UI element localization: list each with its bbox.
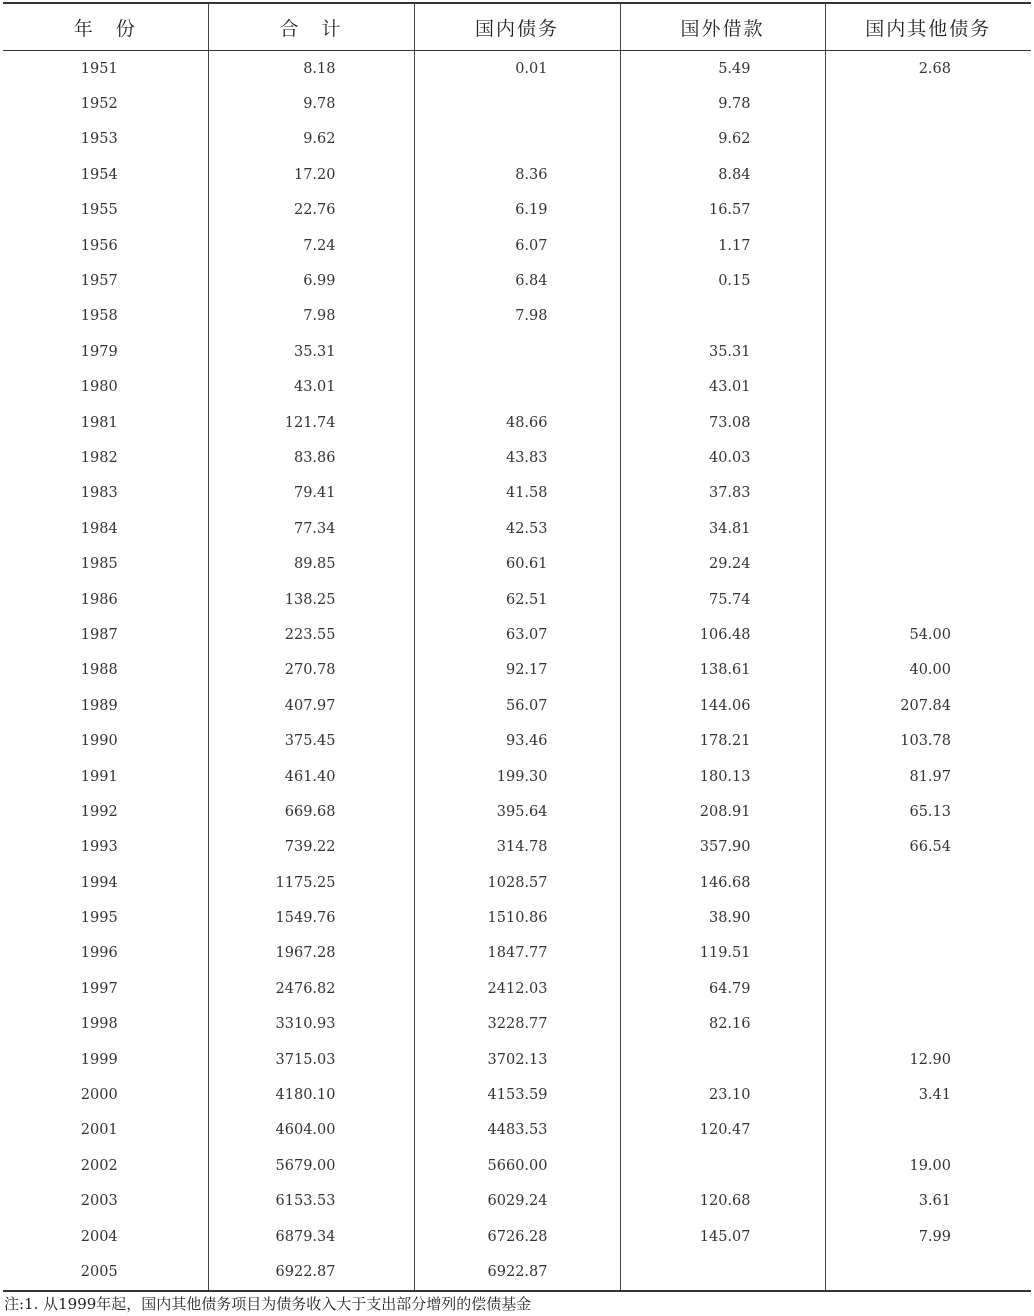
domestic-debt-cell: 314.78 [414, 830, 620, 865]
other-domestic-debt-cell: 2.68 [825, 51, 1031, 87]
total-cell: 2476.82 [208, 971, 414, 1006]
foreign-loans-cell: 208.91 [620, 794, 825, 829]
foreign-loans-cell: 119.51 [620, 936, 825, 971]
domestic-debt-cell: 4153.59 [414, 1077, 620, 1112]
foreign-loans-cell: 180.13 [620, 759, 825, 794]
year-cell: 1958 [80, 308, 118, 325]
table-row [3, 723, 1031, 758]
table-row [3, 299, 1031, 334]
year-cell: 1951 [80, 60, 118, 77]
total-cell: 669.68 [208, 794, 414, 829]
total-cell: 6.99 [208, 263, 414, 298]
other-domestic-debt-cell: 3.61 [825, 1184, 1031, 1219]
table-row [3, 1219, 1031, 1254]
foreign-loans-cell: 37.83 [620, 476, 825, 511]
table-row [3, 511, 1031, 546]
other-domestic-debt-cell [825, 299, 1031, 334]
foreign-loans-cell: 64.79 [620, 971, 825, 1006]
header-domestic-debt: 国内债务 [414, 3, 620, 51]
other-domestic-debt-cell [825, 1254, 1031, 1290]
header-year: 年 份 [3, 3, 208, 51]
table-row [3, 900, 1031, 935]
domestic-debt-cell: 62.51 [414, 582, 620, 617]
foreign-loans-cell: 0.15 [620, 263, 825, 298]
domestic-debt-cell: 2412.03 [414, 971, 620, 1006]
table-row [3, 1007, 1031, 1042]
other-domestic-debt-cell: 12.90 [825, 1042, 1031, 1077]
year-cell: 1988 [80, 662, 118, 679]
year-cell: 2004 [80, 1228, 118, 1245]
total-cell: 9.62 [208, 122, 414, 157]
table-row [3, 263, 1031, 298]
table-row [3, 759, 1031, 794]
total-cell: 4604.00 [208, 1113, 414, 1148]
other-domestic-debt-cell: 3.41 [825, 1077, 1031, 1112]
other-domestic-debt-cell [825, 865, 1031, 900]
foreign-loans-cell: 73.08 [620, 405, 825, 440]
foreign-loans-cell: 1.17 [620, 228, 825, 263]
table-row [3, 617, 1031, 652]
other-domestic-debt-cell: 65.13 [825, 794, 1031, 829]
other-domestic-debt-cell [825, 546, 1031, 581]
table-row [3, 193, 1031, 228]
foreign-loans-cell: 75.74 [620, 582, 825, 617]
year-cell: 1982 [80, 449, 118, 466]
year-cell: 2003 [80, 1193, 118, 1210]
table-row [3, 653, 1031, 688]
table-row [3, 1254, 1031, 1290]
domestic-debt-cell: 60.61 [414, 546, 620, 581]
table-row [3, 688, 1031, 723]
year-cell: 1994 [80, 874, 118, 891]
other-domestic-debt-cell [825, 476, 1031, 511]
year-cell: 1992 [80, 803, 118, 820]
other-domestic-debt-cell [825, 334, 1031, 369]
footnote: 注:1. 从1999年起，国内其他债务项目为债务收入大于支出部分增列的偿债基金 [4, 1295, 532, 1313]
foreign-loans-cell: 9.78 [620, 86, 825, 121]
header-other-domestic-debt: 国内其他债务 [825, 3, 1031, 51]
table-row [3, 51, 1031, 87]
other-domestic-debt-cell [825, 511, 1031, 546]
table-row [3, 1148, 1031, 1183]
other-domestic-debt-cell: 81.97 [825, 759, 1031, 794]
year-cell: 1952 [80, 96, 118, 113]
year-cell: 1997 [80, 980, 118, 997]
table-row [3, 405, 1031, 440]
table-row [3, 830, 1031, 865]
foreign-loans-cell: 16.57 [620, 193, 825, 228]
year-cell: 1995 [80, 910, 118, 927]
domestic-debt-cell: 199.30 [414, 759, 620, 794]
total-cell: 83.86 [208, 440, 414, 475]
foreign-loans-cell [620, 1254, 825, 1290]
year-cell: 2001 [80, 1122, 118, 1139]
year-cell: 1957 [80, 273, 118, 290]
table-row [3, 1042, 1031, 1077]
domestic-debt-cell: 6029.24 [414, 1184, 620, 1219]
domestic-debt-cell: 42.53 [414, 511, 620, 546]
foreign-loans-cell: 43.01 [620, 370, 825, 405]
total-cell: 89.85 [208, 546, 414, 581]
total-cell: 270.78 [208, 653, 414, 688]
foreign-loans-cell: 38.90 [620, 900, 825, 935]
domestic-debt-cell: 6922.87 [414, 1254, 620, 1290]
domestic-debt-cell: 3702.13 [414, 1042, 620, 1077]
foreign-loans-cell: 138.61 [620, 653, 825, 688]
other-domestic-debt-cell [825, 1007, 1031, 1042]
domestic-debt-cell: 1028.57 [414, 865, 620, 900]
table-row [3, 936, 1031, 971]
other-domestic-debt-cell: 103.78 [825, 723, 1031, 758]
total-cell: 77.34 [208, 511, 414, 546]
other-domestic-debt-cell [825, 193, 1031, 228]
table-row [3, 794, 1031, 829]
header-total: 合 计 [208, 3, 414, 51]
foreign-loans-cell: 5.49 [620, 51, 825, 87]
table-row [3, 334, 1031, 369]
domestic-debt-cell [414, 370, 620, 405]
domestic-debt-cell [414, 86, 620, 121]
foreign-loans-cell: 34.81 [620, 511, 825, 546]
other-domestic-debt-cell [825, 370, 1031, 405]
foreign-loans-cell: 82.16 [620, 1007, 825, 1042]
domestic-debt-cell [414, 334, 620, 369]
other-domestic-debt-cell [825, 971, 1031, 1006]
table-row [3, 582, 1031, 617]
total-cell: 1175.25 [208, 865, 414, 900]
domestic-debt-cell: 41.58 [414, 476, 620, 511]
other-domestic-debt-cell [825, 263, 1031, 298]
header-foreign-loans: 国外借款 [620, 3, 825, 51]
year-cell: 1989 [80, 697, 118, 714]
other-domestic-debt-cell [825, 228, 1031, 263]
year-cell: 1953 [80, 131, 118, 148]
total-cell: 4180.10 [208, 1077, 414, 1112]
year-cell: 1956 [80, 237, 118, 254]
domestic-debt-cell: 48.66 [414, 405, 620, 440]
foreign-loans-cell: 40.03 [620, 440, 825, 475]
foreign-loans-cell: 178.21 [620, 723, 825, 758]
domestic-debt-cell: 0.01 [414, 51, 620, 87]
foreign-loans-cell [620, 1148, 825, 1183]
other-domestic-debt-cell [825, 1113, 1031, 1148]
domestic-debt-cell: 4483.53 [414, 1113, 620, 1148]
other-domestic-debt-cell [825, 405, 1031, 440]
domestic-debt-cell [414, 122, 620, 157]
other-domestic-debt-cell: 7.99 [825, 1219, 1031, 1254]
table-row [3, 122, 1031, 157]
year-cell: 1993 [80, 839, 118, 856]
total-cell: 3715.03 [208, 1042, 414, 1077]
other-domestic-debt-cell: 207.84 [825, 688, 1031, 723]
domestic-debt-cell: 5660.00 [414, 1148, 620, 1183]
other-domestic-debt-cell [825, 122, 1031, 157]
table-row [3, 1184, 1031, 1219]
table-row [3, 370, 1031, 405]
foreign-loans-cell [620, 299, 825, 334]
year-cell: 1999 [80, 1051, 118, 1068]
total-cell: 7.24 [208, 228, 414, 263]
total-cell: 9.78 [208, 86, 414, 121]
foreign-loans-cell: 8.84 [620, 157, 825, 192]
other-domestic-debt-cell [825, 157, 1031, 192]
year-cell: 1996 [80, 945, 118, 962]
table-row [3, 228, 1031, 263]
year-cell: 1998 [80, 1016, 118, 1033]
total-cell: 7.98 [208, 299, 414, 334]
year-cell: 2005 [3, 1254, 208, 1290]
table-row [3, 86, 1031, 121]
table-row [3, 546, 1031, 581]
domestic-debt-cell: 6.19 [414, 193, 620, 228]
domestic-debt-cell: 395.64 [414, 794, 620, 829]
total-cell: 1549.76 [208, 900, 414, 935]
foreign-loans-cell: 357.90 [620, 830, 825, 865]
other-domestic-debt-cell [825, 900, 1031, 935]
total-cell: 6922.87 [208, 1254, 414, 1290]
total-cell: 739.22 [208, 830, 414, 865]
domestic-debt-cell: 6.84 [414, 263, 620, 298]
other-domestic-debt-cell [825, 440, 1031, 475]
table-row [3, 476, 1031, 511]
total-cell: 3310.93 [208, 1007, 414, 1042]
domestic-debt-cell: 6726.28 [414, 1219, 620, 1254]
table-row [3, 1077, 1031, 1112]
foreign-loans-cell: 23.10 [620, 1077, 825, 1112]
year-cell: 1954 [80, 166, 118, 183]
total-cell: 461.40 [208, 759, 414, 794]
foreign-loans-cell: 9.62 [620, 122, 825, 157]
header-row [3, 3, 1031, 51]
domestic-debt-cell: 6.07 [414, 228, 620, 263]
foreign-loans-cell [620, 1042, 825, 1077]
foreign-loans-cell: 145.07 [620, 1219, 825, 1254]
total-cell: 223.55 [208, 617, 414, 652]
total-cell: 22.76 [208, 193, 414, 228]
domestic-debt-cell: 93.46 [414, 723, 620, 758]
debt-table [3, 2, 1031, 1292]
year-cell: 1987 [80, 626, 118, 643]
domestic-debt-cell: 3228.77 [414, 1007, 620, 1042]
year-cell: 1984 [80, 520, 118, 537]
year-cell: 1981 [80, 414, 118, 431]
table-row [3, 440, 1031, 475]
domestic-debt-cell: 43.83 [414, 440, 620, 475]
total-cell: 375.45 [208, 723, 414, 758]
year-cell: 2002 [80, 1157, 118, 1174]
foreign-loans-cell: 120.68 [620, 1184, 825, 1219]
total-cell: 121.74 [208, 405, 414, 440]
year-cell: 1991 [80, 768, 118, 785]
total-cell: 8.18 [208, 51, 414, 87]
foreign-loans-cell: 29.24 [620, 546, 825, 581]
domestic-debt-cell: 1847.77 [414, 936, 620, 971]
year-cell: 1985 [80, 556, 118, 573]
domestic-debt-cell: 8.36 [414, 157, 620, 192]
domestic-debt-cell: 63.07 [414, 617, 620, 652]
domestic-debt-cell: 7.98 [414, 299, 620, 334]
total-cell: 6153.53 [208, 1184, 414, 1219]
total-cell: 5679.00 [208, 1148, 414, 1183]
foreign-loans-cell: 35.31 [620, 334, 825, 369]
year-cell: 1983 [80, 485, 118, 502]
foreign-loans-cell: 106.48 [620, 617, 825, 652]
foreign-loans-cell: 146.68 [620, 865, 825, 900]
other-domestic-debt-cell [825, 582, 1031, 617]
year-cell: 2000 [80, 1087, 118, 1104]
total-cell: 407.97 [208, 688, 414, 723]
total-cell: 6879.34 [208, 1219, 414, 1254]
total-cell: 43.01 [208, 370, 414, 405]
total-cell: 138.25 [208, 582, 414, 617]
other-domestic-debt-cell: 66.54 [825, 830, 1031, 865]
year-cell: 1980 [80, 379, 118, 396]
total-cell: 79.41 [208, 476, 414, 511]
total-cell: 35.31 [208, 334, 414, 369]
foreign-loans-cell: 144.06 [620, 688, 825, 723]
total-cell: 17.20 [208, 157, 414, 192]
domestic-debt-cell: 92.17 [414, 653, 620, 688]
other-domestic-debt-cell: 19.00 [825, 1148, 1031, 1183]
year-cell: 1990 [80, 733, 118, 750]
other-domestic-debt-cell: 54.00 [825, 617, 1031, 652]
table-row [3, 865, 1031, 900]
year-cell: 1955 [80, 202, 118, 219]
table-row [3, 1113, 1031, 1148]
table-row [3, 157, 1031, 192]
other-domestic-debt-cell [825, 936, 1031, 971]
table-row [3, 971, 1031, 1006]
year-cell: 1979 [80, 343, 118, 360]
total-cell: 1967.28 [208, 936, 414, 971]
other-domestic-debt-cell [825, 86, 1031, 121]
foreign-loans-cell: 120.47 [620, 1113, 825, 1148]
domestic-debt-cell: 1510.86 [414, 900, 620, 935]
year-cell: 1986 [80, 591, 118, 608]
domestic-debt-cell: 56.07 [414, 688, 620, 723]
other-domestic-debt-cell: 40.00 [825, 653, 1031, 688]
